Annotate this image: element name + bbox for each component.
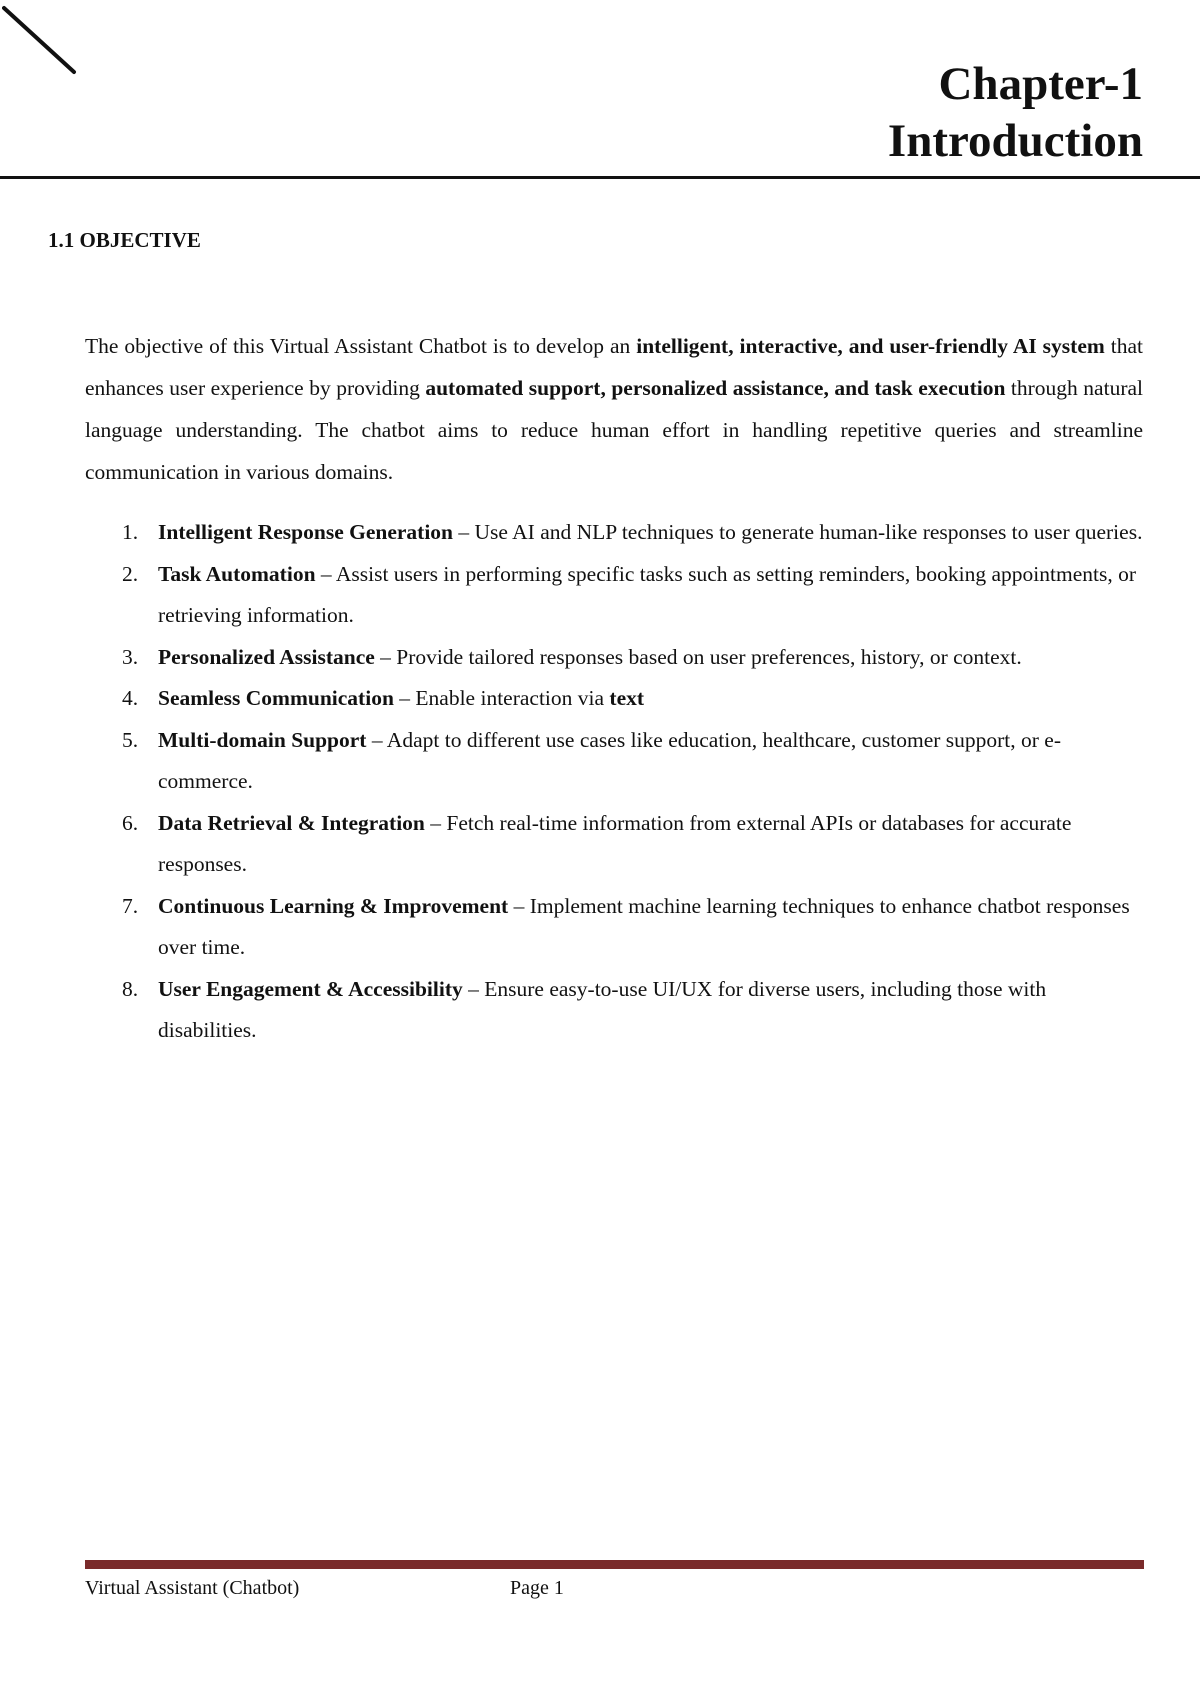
list-description: – Ensure easy-to-use UI/UX for diverse users, including those with disabilities. [158,976,1047,1042]
objectives-list [0,512,1200,1052]
list-item [0,886,1143,969]
list-description: – Implement machine learning techniques to enhance chatbot responses over time. [158,893,1130,959]
list-item [0,637,1143,679]
paragraph-emphasis: intelligent, interactive, and user-friendly AI system [636,333,1105,358]
list-term: Task Automation [158,561,316,586]
list-number: 6. [122,810,139,835]
paragraph-text: through natural language understanding. The chatbot aims to reduce human effort in handling repetitive queries and streamline communication in various domains. [85,375,1143,484]
list-number: 8. [122,976,139,1001]
footer-page-number: Page 1 [510,1577,564,1599]
list-term: Intelligent Response Generation [158,520,454,544]
list-number: 1. [122,520,139,544]
list-item [0,720,1143,803]
list-number: 5. [122,727,139,752]
list-term: Data Retrieval & Integration [158,810,425,835]
footer-divider [85,1560,1144,1569]
list-number: 3. [122,644,139,669]
list-number: 2. [122,561,139,586]
list-description: – Fetch real-time information from external APIs or databases for accurate responses. [158,810,1072,876]
objective-paragraph [85,325,1143,493]
list-term: Continuous Learning & Improvement [158,893,509,918]
chapter-number: Chapter-1 [938,58,1143,110]
list-term: User Engagement & Accessibility [158,976,463,1001]
chapter-heading [888,56,1143,170]
list-item [0,969,1143,1052]
list-emphasis: text [609,686,645,710]
list-description: – Provide tailored responses based on user preferences, history, or context. [374,644,1022,669]
header-divider [0,176,1200,179]
list-item [0,512,1143,554]
list-number: 7. [122,893,139,918]
paragraph-text: The objective of this Virtual Assistant Chatbot is to develop an [85,333,637,358]
list-number: 4. [122,686,139,710]
chapter-title: Introduction [887,115,1143,167]
footer-document-name: Virtual Assistant (Chatbot) [85,1577,300,1599]
list-term: Seamless Communication [158,686,394,710]
paragraph-text: that enhances user experience by providing [85,333,1143,400]
list-item [0,678,1143,720]
corner-line-decoration [2,0,92,90]
paragraph-emphasis: automated support, personalized assistance, and task execution [425,375,1006,400]
list-term: Multi-domain Support [158,727,367,752]
list-description: – Assist users in performing specific tasks such as setting reminders, booking appointments, or retrieving information. [158,561,1136,627]
list-term: Personalized Assistance [158,644,375,669]
list-description: – Use AI and NLP techniques to generate human-like responses to user queries. [453,520,1143,544]
section-heading: 1.1 OBJECTIVE [48,228,201,252]
list-description: – Adapt to different use cases like education, healthcare, customer support, or e-commerce. [158,727,1062,793]
list-item [0,803,1143,886]
list-description: – Enable interaction via [393,686,610,710]
list-item [0,554,1143,637]
